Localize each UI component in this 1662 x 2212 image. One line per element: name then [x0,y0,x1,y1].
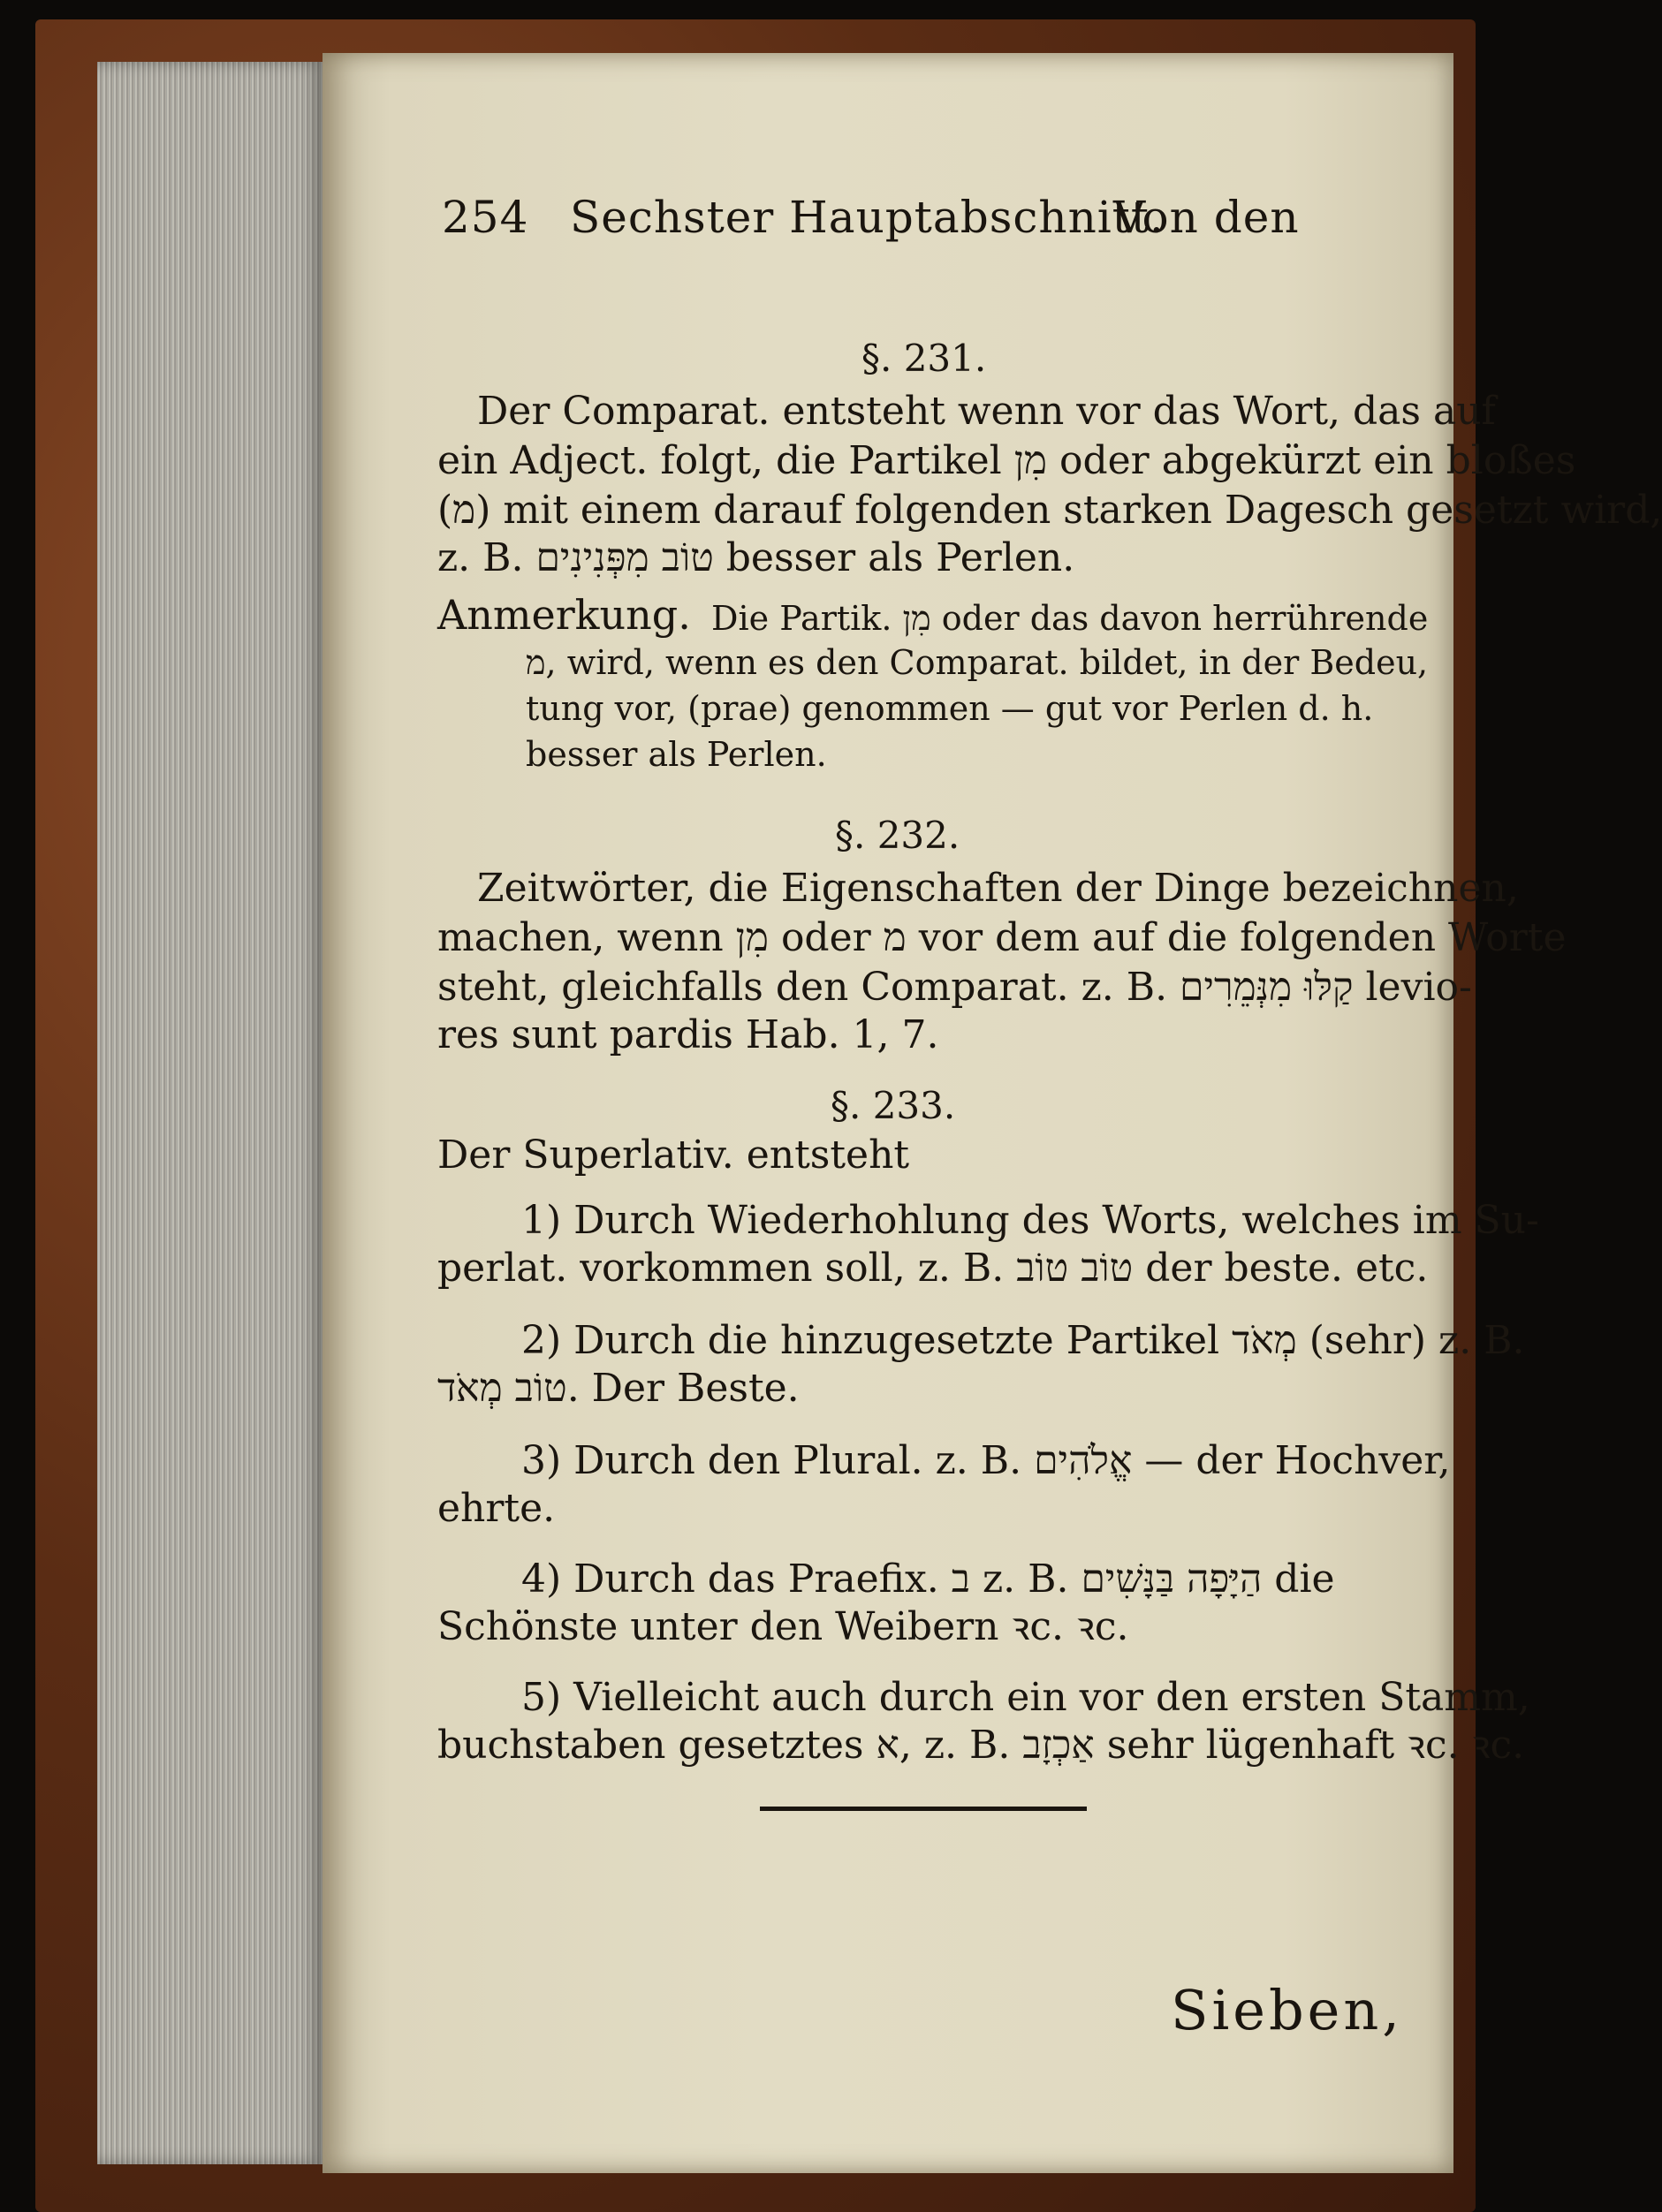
paragraph-line: Zeitwörter, die Eigenschaften der Dinge bezeichnen, [477,866,1519,911]
list-item: 5) Vielleicht auch durch ein vor den ersten Stamm, [521,1675,1530,1720]
paragraph-line: ein Adject. folgt, die Partikel מִן oder abgekürzt ein bloßes [437,438,1576,483]
note-line: tung vor, (prae) genommen — gut vor Perlen d. h. [526,689,1374,728]
list-item-continuation: ehrte. [437,1486,556,1531]
paragraph-line: res sunt pardis Hab. 1, 7. [437,1012,939,1057]
note-line: Die Partik. מִן oder das davon herrührende [711,599,1429,638]
paragraph-line: z. B. טוֹב מִפְּנִינִים besser als Perlen. [437,535,1075,580]
list-item-continuation: buchstaben gesetztes א, z. B. אַכְזָב sehr lügenhaft ꝛc. ꝛc. [437,1723,1525,1768]
list-item: 4) Durch das Praefix. ב z. B. הַיָּפָה בַּנָּשִׁים die [521,1557,1335,1602]
section-heading-231: §. 231. [861,337,987,380]
paragraph-line: steht, gleichfalls den Comparat. z. B. קַלּוּ מִנְּמֵרִים levio- [437,965,1472,1010]
paragraph-line: (מ) mit einem darauf folgenden starken Dagesch gesetzt wird, [437,488,1662,533]
running-title-end: Von den [1113,192,1300,243]
page-edges [97,62,327,2164]
list-item: 1) Durch Wiederhohlung des Worts, welches im Su- [521,1198,1539,1243]
note-label: Anmerkung. [437,591,691,639]
paragraph-line: Der Comparat. entsteht wenn vor das Wort, das auf [477,389,1496,434]
paragraph-line: Der Superlativ. entsteht [437,1133,910,1178]
catchword: Sieben, [1171,1978,1404,2042]
section-heading-233: §. 233. [831,1084,956,1127]
list-item-continuation: perlat. vorkommen soll, z. B. טוֹב טוֹב der beste. etc. [437,1246,1429,1291]
list-item: 3) Durch den Plural. z. B. אֱלֹהִים — der Hochver, [521,1438,1451,1483]
note-line: מ, wird, wenn es den Comparat. bildet, in der Bedeu, [526,643,1429,682]
section-rule [760,1807,1087,1811]
list-item-continuation: Schönste unter den Weibern ꝛc. ꝛc. [437,1604,1129,1649]
list-item: 2) Durch die hinzugesetzte Partikel מְאֹד (sehr) z. B. [521,1318,1525,1363]
page-number: 254 [442,192,529,243]
book-page [323,53,1662,2173]
section-heading-232: §. 232. [835,814,960,857]
note-line: besser als Perlen. [526,735,827,774]
paragraph-line: machen, wenn מִן oder מ vor dem auf die folgenden Worte [437,915,1567,960]
list-item-continuation: טוֹב מְאֹד. Der Beste. [437,1366,800,1411]
running-title: Sechster Hauptabschnitt. [570,192,1165,243]
